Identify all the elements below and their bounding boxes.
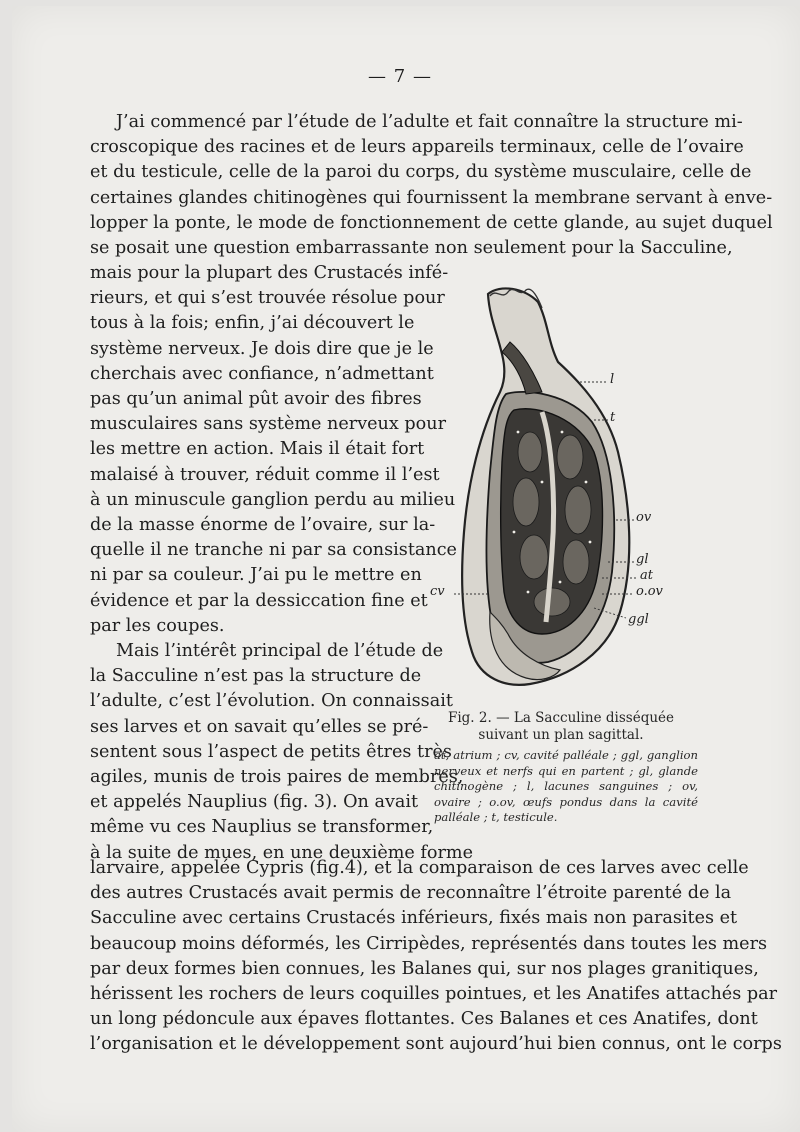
text-line: de la masse énorme de l’ovaire, sur la-: [90, 515, 436, 536]
text-line: beaucoup moins déformés, les Cirripèdes, représentés dans toutes les mers: [90, 933, 768, 954]
text-line: hérissent les rochers de leurs coquilles pointues, et les Anatifes attachés par: [90, 984, 777, 1005]
sacculine-drawing: [430, 282, 700, 702]
text-line: l’organisation et le développement sont aujourd’hui bien connus, ont le corps: [90, 1034, 782, 1055]
text-line: ni par sa couleur. J’ai pu le mettre en: [90, 565, 422, 586]
text-line: des autres Crustacés avait permis de reconnaître l’étroite parenté de la: [90, 883, 732, 904]
text-line: certaines glandes chitinogènes qui fournissent la membrane servant à enve-: [90, 187, 773, 208]
text-line: un long pédoncule aux épaves flottantes. Ces Balanes et ces Anatifes, dont: [90, 1009, 758, 1030]
text-line: système nerveux. Je dois dire que je le: [90, 338, 434, 359]
text-line: Mais l’intérêt principal de l’étude de: [116, 641, 444, 662]
text-line: J’ai commencé par l’étude de l’adulte et fait connaître la structure mi-: [116, 112, 743, 132]
text-line: à un minuscule ganglion perdu au milieu: [90, 489, 456, 510]
text-line: cherchais avec confiance, n’admettant: [90, 363, 434, 384]
top-paragraph: [90, 110, 773, 261]
page-number: — 7 —: [368, 66, 432, 87]
text-line: même vu ces Nauplius se transformer,: [90, 817, 434, 838]
text-line: musculaires sans système nerveux pour: [90, 414, 446, 435]
text-line: ses larves et on savait qu’elles se pré-: [90, 716, 429, 737]
label-gl: gl: [636, 552, 649, 567]
caption-title: Fig. 2. — La Sacculine disséquée suivant un plan sagittal.: [447, 710, 675, 743]
text-line: croscopique des racines et de leurs appareils terminaux, celle de l’ovaire: [90, 137, 744, 158]
text-line: tous à la fois; enfin, j’ai découvert le: [90, 313, 415, 334]
label-ov: ov: [636, 510, 652, 525]
label-l: l: [610, 372, 615, 387]
label-at: at: [640, 568, 653, 583]
text-line: par deux formes bien connues, les Balanes qui, sur nos plages granitiques,: [90, 958, 759, 979]
text-line: malaisé à trouver, réduit comme il l’est: [90, 464, 440, 485]
text-line: Sacculine avec certains Crustacés inférieurs, fixés mais non parasites et: [90, 908, 738, 929]
text-line: rieurs, et qui s’est trouvée résolue pour: [90, 288, 445, 309]
text-line: pas qu’un animal pût avoir des fibres: [90, 389, 422, 410]
text-line: quelle il ne tranche ni par sa consistance: [90, 540, 457, 561]
sacculine-figure: [430, 282, 700, 702]
text-line: agiles, munis de trois paires de membres,: [90, 767, 464, 788]
text-line: et du testicule, celle de la paroi du corps, du système musculaire, celle de: [90, 162, 752, 183]
text-line: par les coupes.: [90, 615, 225, 636]
caption-body: at, atrium ; cv, cavité palléale ; ggl, ganglion nerveux et nerfs qui en partent ; gl, glande chitinogène ; l, lacunes sanguines ; ov, ovaire ; o.ov, œufs pondus dans la cavité palléale ; t, testicule.: [434, 748, 698, 824]
text-line: larvaire, appelée Cypris (fig.4), et la comparaison de ces larves avec celle: [90, 858, 749, 878]
label-ggl: ggl: [628, 612, 649, 627]
bottom-paragraph: [90, 856, 782, 1058]
text-line: évidence et par la dessiccation fine et: [90, 590, 428, 611]
text-line: lopper la ponte, le mode de fonctionnement de cette glande, au sujet duquel: [90, 212, 773, 233]
text-line: et appelés Nauplius (fig. 3). On avait: [90, 792, 419, 813]
text-line: mais pour la plupart des Crustacés infé-: [90, 263, 449, 283]
text-line: l’adulte, c’est l’évolution. On connaissait: [90, 691, 453, 712]
text-line: se posait une question embarrassante non seulement pour la Sacculine,: [90, 238, 733, 259]
label-t: t: [610, 410, 616, 425]
figure-caption: [424, 710, 698, 826]
text-line: à la suite de mues, en une deuxième forme: [90, 842, 474, 863]
text-line: la Sacculine n’est pas la structure de: [90, 666, 422, 687]
label-oov: o.ov: [636, 584, 663, 599]
text-line: sentent sous l’aspect de petits êtres très: [90, 741, 452, 762]
text-line: les mettre en action. Mais il était fort: [90, 439, 425, 460]
label-cv: cv: [430, 584, 445, 599]
